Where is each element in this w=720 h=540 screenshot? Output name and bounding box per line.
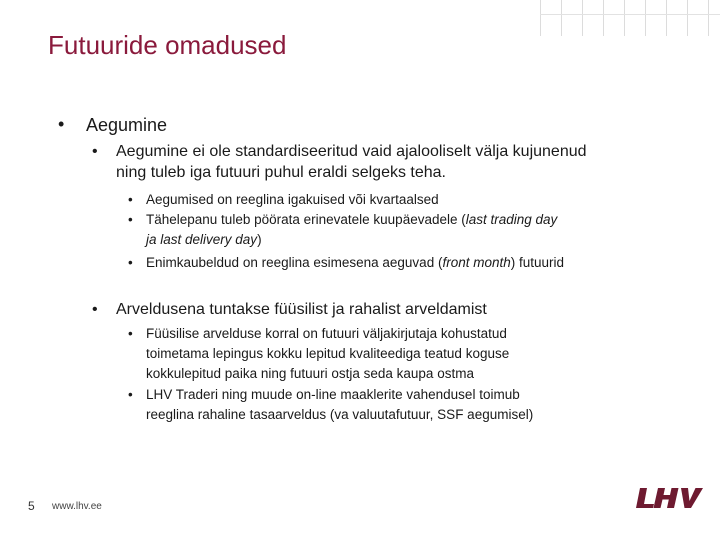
- bullet-marker: •: [128, 387, 133, 402]
- bullet-marker: •: [128, 326, 133, 341]
- bullet-marker: •: [128, 255, 133, 270]
- bullet-marker: •: [92, 301, 98, 318]
- bullet-cash-line2: reeglina rahaline tasaarveldus (va valuutafutuur, SSF aegumisel): [146, 407, 534, 422]
- bullet-physical-line3: kokkulepitud paika ning futuuri ostja seda kaupa ostma: [146, 366, 474, 381]
- bullet-marker: •: [128, 192, 133, 207]
- bullet-dates-line1: Tähelepanu tuleb pöörata erinevatele kuupäevadele (last trading day: [146, 212, 558, 227]
- bullet-aegumine-desc-line1: Aegumine ei ole standardiseeritud vaid ajalooliselt välja kujunenud: [116, 143, 587, 160]
- slide-title: Futuuride omadused: [48, 30, 287, 60]
- page-number: 5: [28, 499, 35, 513]
- term-last-trading-day: last trading day: [465, 212, 558, 227]
- term-last-delivery-day: ja last delivery day: [146, 232, 258, 247]
- bullet-expiry-frequency: Aegumised on reeglina igakuised või kvartaalsed: [146, 192, 439, 207]
- decorative-grid: [540, 0, 720, 36]
- bullet-aegumine: Aegumine: [86, 115, 168, 135]
- bullet-dates-line2: ja last delivery day): [146, 232, 262, 247]
- lhv-logo: [636, 486, 704, 510]
- bullet-settlement: Arveldusena tuntakse füüsilist ja rahalist arveldamist: [116, 301, 487, 318]
- bullet-front-month: Enimkaubeldud on reeglina esimesena aeguvad (front month) futuurid: [146, 255, 565, 270]
- bullet-marker: •: [92, 143, 98, 160]
- bullet-cash-line1: LHV Traderi ning muude on-line maaklerite vahendusel toimub: [146, 387, 520, 402]
- decorative-grid-line: [540, 14, 720, 15]
- term-front-month: front month: [442, 255, 511, 270]
- footer-url: www.lhv.ee: [52, 501, 102, 512]
- bullet-physical-line1: Füüsilise arvelduse korral on futuuri väljakirjutaja kohustatud: [146, 326, 507, 341]
- bullet-physical-line2: toimetama lepingus kokku lepitud kvaliteediga teatud koguse: [146, 346, 510, 361]
- bullet-aegumine-desc-line2: ning tuleb iga futuuri puhul eraldi selgeks teha.: [116, 164, 446, 181]
- bullet-marker: •: [128, 212, 133, 227]
- bullet-marker: •: [58, 114, 65, 134]
